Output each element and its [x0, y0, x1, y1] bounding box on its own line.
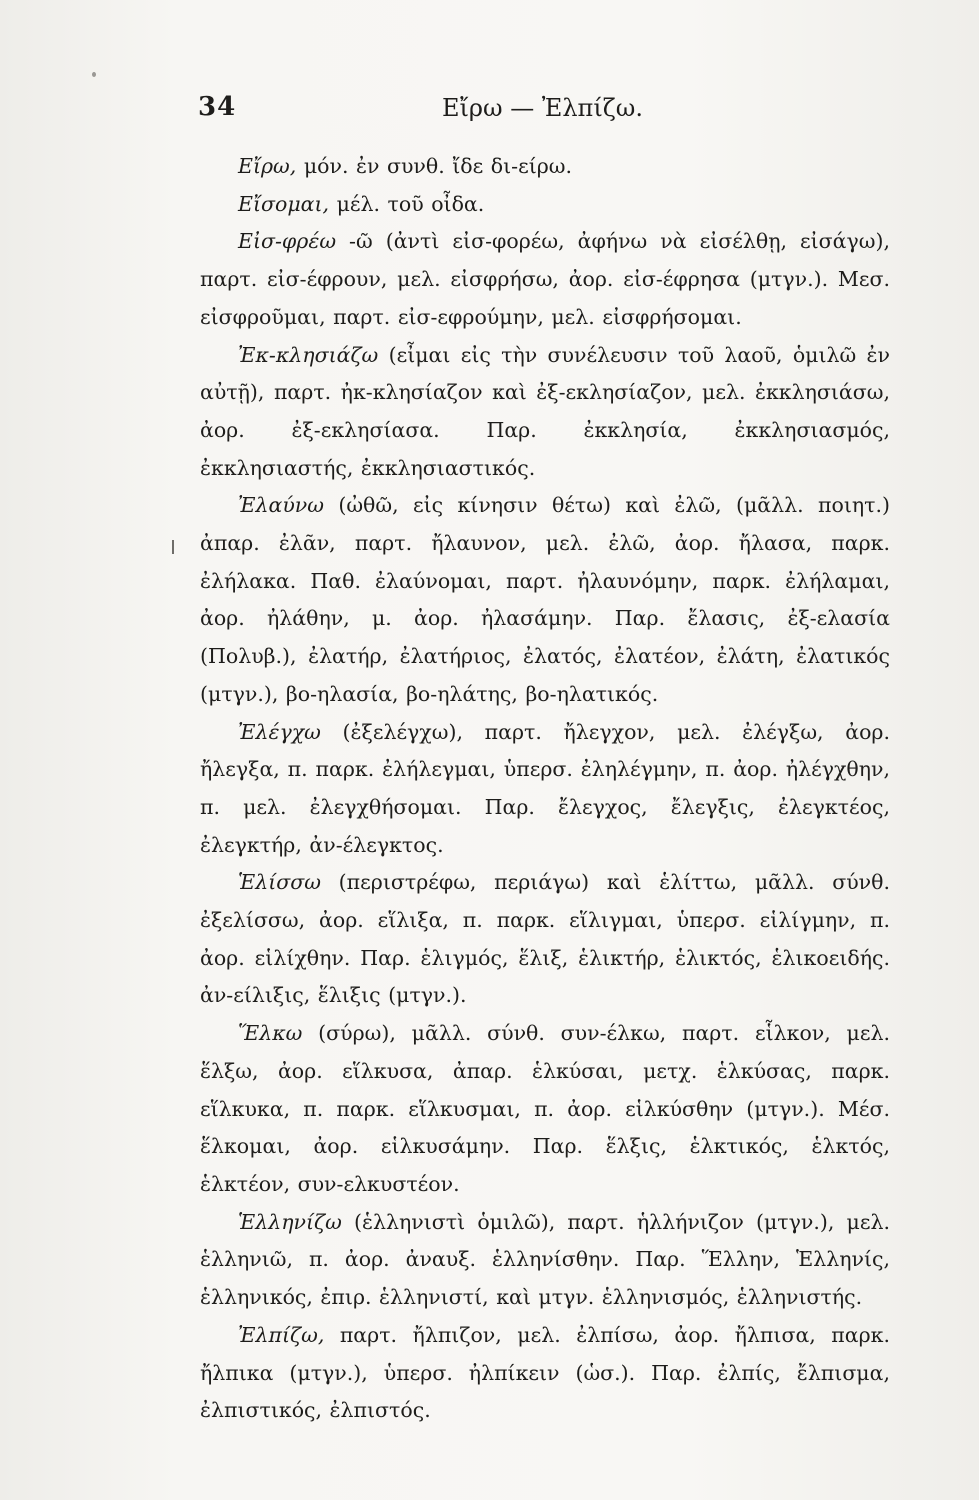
entry-text: (εἶμαι εἰς τὴν συνέλευσιν τοῦ λαοῦ, ὁμιλῶ ἐν αὐτῇ), παρτ. ἠκ-κλησίαζον καὶ ἐξ-εκλησίαζον, μελ. ἐκκλησιάσω, ἀορ. ἐξ-εκλησίασα. Παρ. ἐκκλησία, ἐκκλησιασμός, ἐκκλησιαστής, ἐκκλησιαστικός.	[200, 342, 890, 480]
entry-elisso	[200, 864, 890, 1015]
entry-elauno	[200, 487, 890, 713]
page-number: 34	[198, 92, 237, 122]
entry-lemma: Ἐκ-κλησιάζω	[238, 342, 379, 367]
entry-text: (ἑλληνιστὶ ὁμιλῶ), παρτ. ἡλλήνιζον (μτγν.), μελ. ἑλληνιῶ, π. ἀορ. ἀναυξ. ἑλληνίσθην. Παρ. Ἕλλην, Ἑλληνίς, ἑλληνικός, ἐπιρ. ἑλληνιστί, καὶ μτγν. ἑλληνισμός, ἑλληνιστής.	[200, 1209, 890, 1310]
entry-lemma: Ἑλληνίζω	[238, 1209, 342, 1234]
paper-speck	[92, 72, 96, 77]
entry-eisomai	[200, 186, 890, 224]
entry-lemma: Εἴρω,	[238, 154, 297, 178]
running-head: Εἴρω — Ἐλπίζω.	[442, 94, 643, 122]
entry-lemma: Ἕλκω	[238, 1021, 303, 1046]
entry-ekklisiazo	[200, 337, 890, 488]
entry-text: (ὠθῶ, εἰς κίνησιν θέτω) καὶ ἐλῶ, (μᾶλλ. ποιητ.) ἀπαρ. ἐλᾶν, παρτ. ἤλαυνον, μελ. ἐλῶ, ἀορ. ἤλασα, παρκ. ἐλήλακα. Παθ. ἐλαύνομαι, παρτ. ἠλαυνόμην, παρκ. ἐλήλαμαι, ἀορ. ἠλάθην, μ. ἀορ. ἠλασάμην. Παρ. ἔλασις, ἐξ-ελασία (Πολυβ.), ἐλατήρ, ἐλατήριος, ἐλατός, ἐλατέον, ἐλάτη, ἐλατικός (μτγν.), βο-ηλασία, βο-ηλάτης, βο-ηλατικός.	[200, 493, 890, 706]
entry-eiro	[200, 148, 890, 186]
entry-lemma: Ἑλίσσω	[238, 870, 321, 895]
entry-lemma: Ἐλπίζω,	[238, 1322, 325, 1347]
entry-lemma: Ἐλέγχω	[238, 719, 321, 744]
entry-lemma: Εἴσομαι,	[238, 191, 330, 216]
entry-lemma: Ἐλαύνω	[238, 493, 324, 518]
entry-text: -ῶ (ἀντὶ εἰσ-φορέω, ἀφήνω νὰ εἰσέλθῃ, εἰσάγω), παρτ. εἰσ-έφρουν, μελ. εἰσφρήσω, ἀορ. εἰσ-έφρησα (μτγν.). Μεσ. εἰσφροῦμαι, παρτ. εἰσ-εφρούμην, μελ. εἰσφρήσομαι.	[200, 229, 890, 329]
entry-eisfreo	[200, 223, 890, 336]
entry-text: παρτ. ἤλπιζον, μελ. ἐλπίσω, ἀορ. ἤλπισα, παρκ. ἤλπικα (μτγν.), ὑπερσ. ἠλπίκειν (ὡσ.). Παρ. ἐλπίς, ἔλπισμα, ἐλπιστικός, ἐλπιστός.	[200, 1322, 890, 1423]
margin-mark	[172, 540, 174, 554]
dictionary-entries	[200, 148, 890, 1430]
entry-text: μόν. ἐν συνθ. ἴδε δι-είρω.	[296, 154, 573, 178]
entry-elko	[200, 1015, 890, 1204]
entry-text: (ἐξελέγχω), παρτ. ἤλεγχον, μελ. ἐλέγξω, ἀορ. ἤλεγξα, π. παρκ. ἐλήλεγμαι, ὑπερσ. ἐληλέγμην, π. ἀορ. ἠλέγχθην, π. μελ. ἐλεγχθήσομαι. Παρ. ἔλεγχος, ἔλεγξις, ἐλεγκτέος, ἐλεγκτήρ, ἀν-έλεγκτος.	[200, 719, 890, 857]
entry-text: (σύρω), μᾶλλ. σύνθ. συν-έλκω, παρτ. εἷλκον, μελ. ἕλξω, ἀορ. εἵλκυσα, ἀπαρ. ἑλκύσαι, μετχ. ἑλκύσας, παρκ. εἵλκυκα, π. παρκ. εἵλκυσμαι, π. ἀορ. εἱλκύσθην (μτγν.). Μέσ. ἕλκομαι, ἀορ. εἱλκυσάμην. Παρ. ἕλξις, ἑλκτικός, ἑλκτός, ἑλκτέον, συν-ελκυστέον.	[200, 1021, 890, 1196]
entry-ellinizo	[200, 1204, 890, 1317]
entry-elpizo	[200, 1317, 890, 1430]
entry-text: μέλ. τοῦ οἶδα.	[329, 191, 485, 216]
entry-text: (περιστρέφω, περιάγω) καὶ ἑλίττω, μᾶλλ. σύνθ. ἐξελίσσω, ἀορ. εἵλιξα, π. παρκ. εἵλιγμαι, ὑπερσ. εἱλίγμην, π. ἀορ. εἱλίχθην. Παρ. ἑλιγμός, ἕλιξ, ἑλικτήρ, ἑλικτός, ἑλικοειδής. ἀν-είλιξις, ἕλιξις (μτγν.).	[200, 870, 890, 1008]
entry-elencho	[200, 714, 890, 865]
entry-lemma: Εἰσ-φρέω	[238, 229, 337, 254]
page-header	[198, 92, 898, 132]
